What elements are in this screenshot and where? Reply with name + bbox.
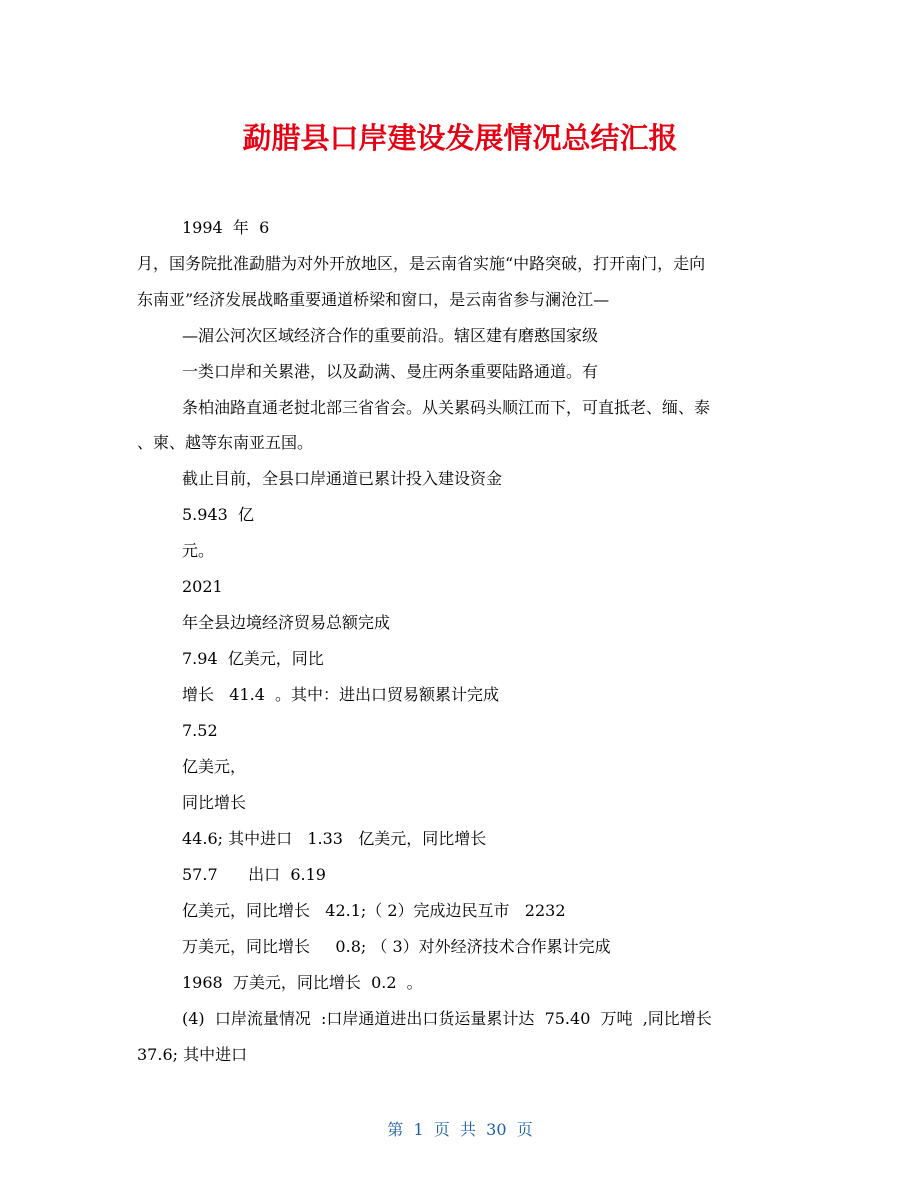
paragraph-line: 2021 (182, 577, 223, 596)
paragraph-line: 年全县边境经济贸易总额完成 (182, 613, 391, 632)
paragraph-line: 一类口岸和关累港，以及勐满、曼庄两条重要陆路通道。有 (182, 362, 599, 381)
paragraph-line: 增长 41.4 。其中：进出口贸易额累计完成 (182, 685, 500, 704)
paragraph-line: 1994 年 6 (182, 218, 270, 237)
paragraph-line: 5.943 亿 (182, 505, 254, 524)
paragraph-line: 37.6; 其中进口 (137, 1045, 248, 1064)
paragraph-line: —湄公河次区域经济合作的重要前沿。辖区建有磨憨国家级 (182, 326, 599, 345)
paragraph-line: 东南亚”经济发展战略重要通道桥梁和窗口，是云南省参与澜沧江— (137, 290, 610, 309)
paragraph-line: (4) 口岸流量情况 :口岸通道进出口货运量累计达 75.40 万吨 ,同比增长 (182, 1009, 712, 1028)
paragraph-line: 元。 (182, 541, 215, 560)
page-number: 第 1 页 共 30 页 (387, 1120, 533, 1139)
paragraph-line: 亿美元，同比增长 42.1;（ 2）完成边民互市 2232 (182, 901, 566, 920)
paragraph-line: 7.52 (182, 721, 218, 740)
paragraph-line: 亿美元， (182, 757, 247, 776)
paragraph-line: 44.6; 其中进口 1.33 亿美元，同比增长 (182, 829, 487, 848)
paragraph-line: 月，国务院批准勐腊为对外开放地区，是云南省实施“中路突破，打开南门，走向 (137, 254, 706, 273)
document-title: 勐腊县口岸建设发展情况总结汇报 (242, 121, 678, 155)
paragraph-line: 截止目前，全县口岸通道已累计投入建设资金 (182, 469, 503, 488)
paragraph-line: 同比增长 (182, 793, 247, 812)
paragraph-line: 、柬、越等东南亚五国。 (137, 433, 314, 452)
paragraph-line: 1968 万美元，同比增长 0.2 。 (182, 973, 423, 992)
paragraph-line: 万美元，同比增长 0.8; （ 3）对外经济技术合作累计完成 (182, 937, 611, 956)
paragraph-line: 条柏油路直通老挝北部三省省会。从关累码头顺江而下，可直抵老、缅、泰 (182, 398, 711, 417)
paragraph-line: 7.94 亿美元，同比 (182, 649, 324, 668)
paragraph-line: 57.7 出口 6.19 (182, 865, 326, 884)
